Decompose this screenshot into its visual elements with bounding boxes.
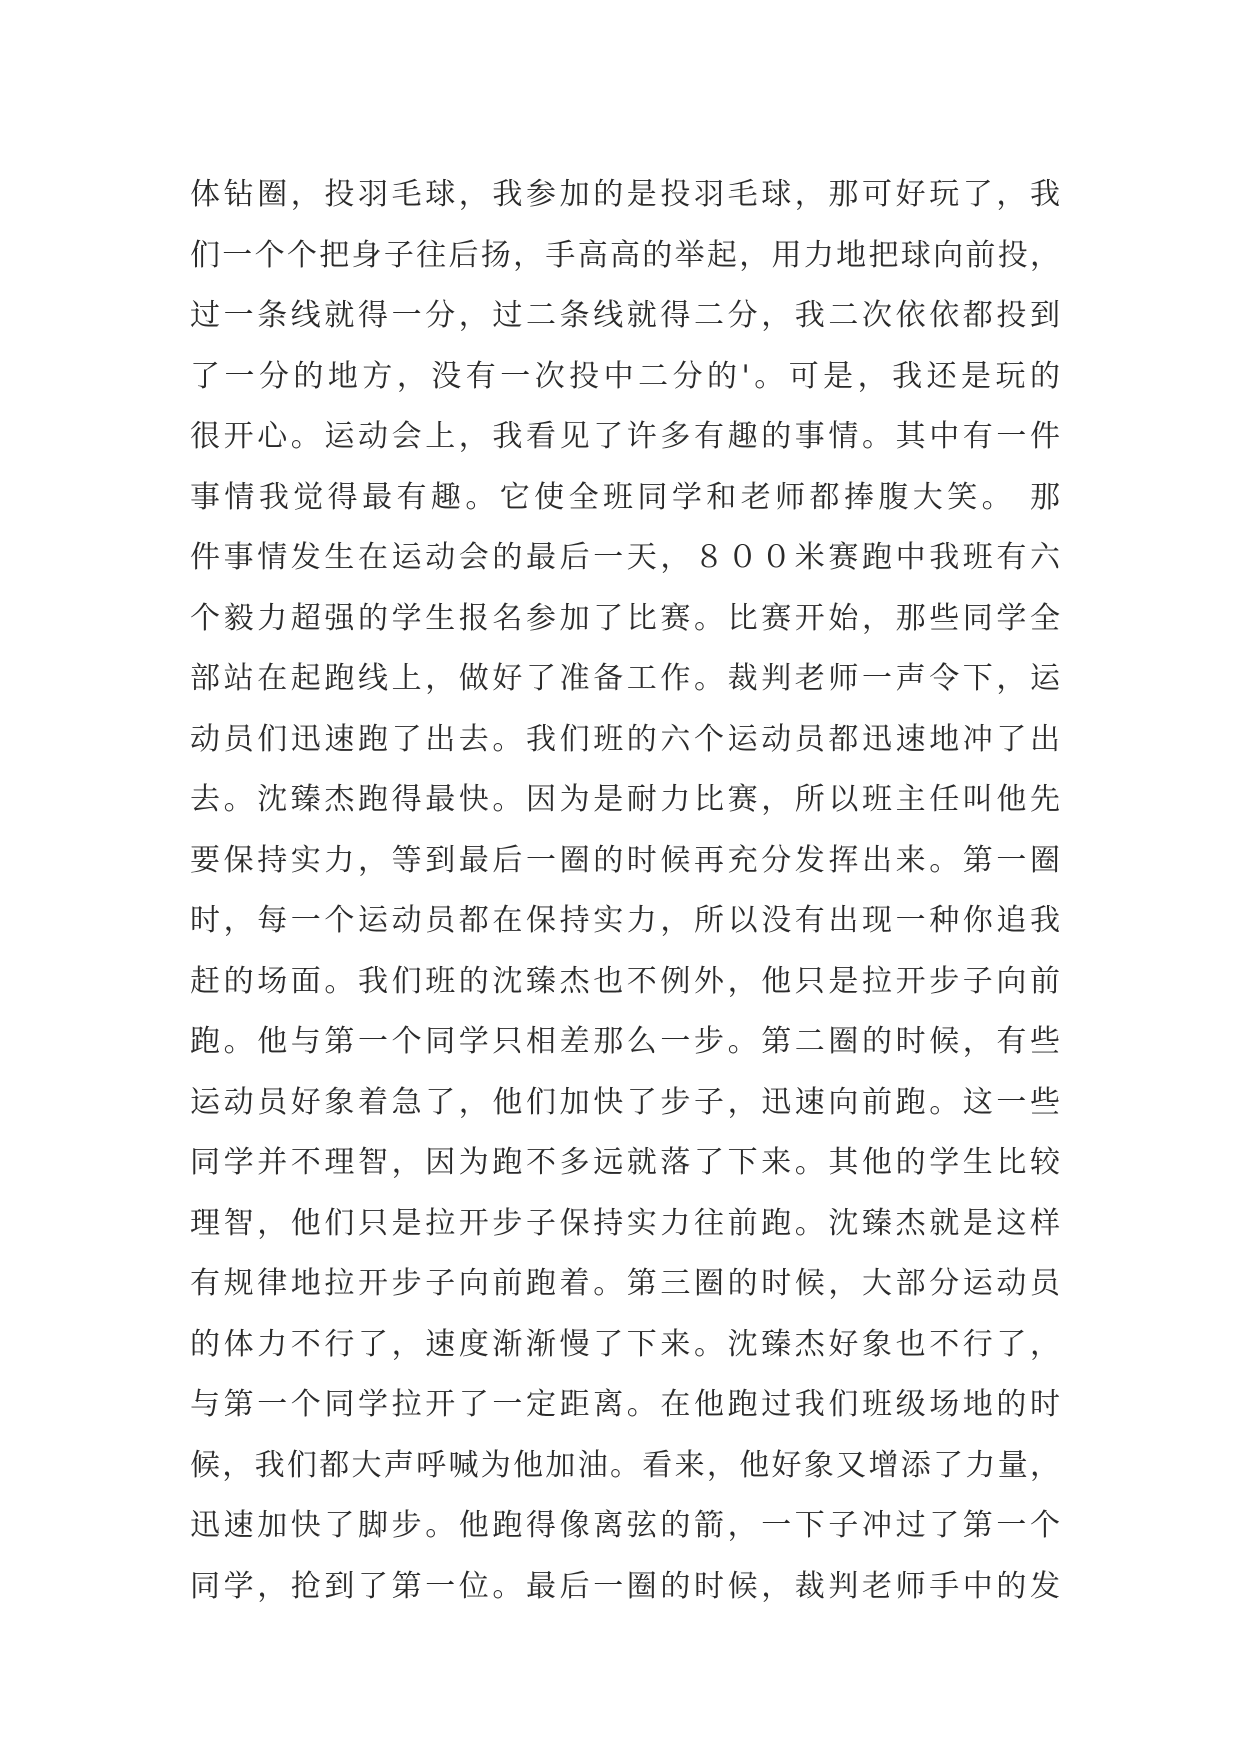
text-line: 动员们迅速跑了出去。我们班的六个运动员都迅速地冲了出	[190, 721, 1060, 757]
text-line: 要保持实力，等到最后一圈的时候再充分发挥出来。第一圈	[190, 842, 1060, 878]
text-line: 过一条线就得一分，过二条线就得二分，我二次依依都投到	[190, 298, 1060, 333]
text-line: 件事情发生在运动会的最后一天，８００米赛跑中我班有六	[190, 540, 1060, 575]
text-line: 运动员好象着急了，他们加快了步子，迅速向前跑。这一些	[190, 1084, 1060, 1120]
text-line: 们一个个把身子往后扬，手高高的举起，用力地把球向前投，	[190, 237, 1060, 273]
text-line: 与第一个同学拉开了一定距离。在他跑过我们班级场地的时	[190, 1387, 1060, 1422]
text-line: 了一分的地方，没有一次投中二分的'。可是，我还是玩的	[190, 358, 1060, 394]
text-line: 有规律地拉开步子向前跑着。第三圈的时候，大部分运动员	[190, 1266, 1060, 1301]
text-line: 理智，他们只是拉开步子保持实力往前跑。沈臻杰就是这样	[190, 1205, 1060, 1241]
text-line: 同学并不理智，因为跑不多远就落了下来。其他的学生比较	[190, 1145, 1060, 1180]
text-line: 时，每一个运动员都在保持实力，所以没有出现一种你追我	[190, 903, 1060, 938]
text-line: 赶的场面。我们班的沈臻杰也不例外，他只是拉开步子向前	[190, 963, 1060, 999]
text-line: 部站在起跑线上，做好了准备工作。裁判老师一声令下，运	[190, 661, 1060, 696]
body-text	[190, 165, 1060, 1617]
text-line: 跑。他与第一个同学只相差那么一步。第二圈的时候，有些	[190, 1024, 1060, 1059]
text-line: 很开心。运动会上，我看见了许多有趣的事情。其中有一件	[190, 419, 1060, 454]
text-line: 的体力不行了，速度渐渐慢了下来。沈臻杰好象也不行了，	[190, 1326, 1060, 1362]
text-line: 候，我们都大声呼喊为他加油。看来，他好象又增添了力量，	[190, 1447, 1060, 1483]
text-line: 事情我觉得最有趣。它使全班同学和老师都捧腹大笑。 那	[190, 479, 1060, 515]
text-line: 体钻圈，投羽毛球，我参加的是投羽毛球，那可好玩了，我	[190, 177, 1060, 212]
text-line: 迅速加快了脚步。他跑得像离弦的箭，一下子冲过了第一个	[190, 1508, 1060, 1543]
text-line: 去。沈臻杰跑得最快。因为是耐力比赛，所以班主任叫他先	[190, 782, 1060, 817]
text-line: 同学，抢到了第一位。最后一圈的时候，裁判老师手中的发	[190, 1568, 1060, 1604]
text-line: 个毅力超强的学生报名参加了比赛。比赛开始，那些同学全	[190, 600, 1060, 636]
